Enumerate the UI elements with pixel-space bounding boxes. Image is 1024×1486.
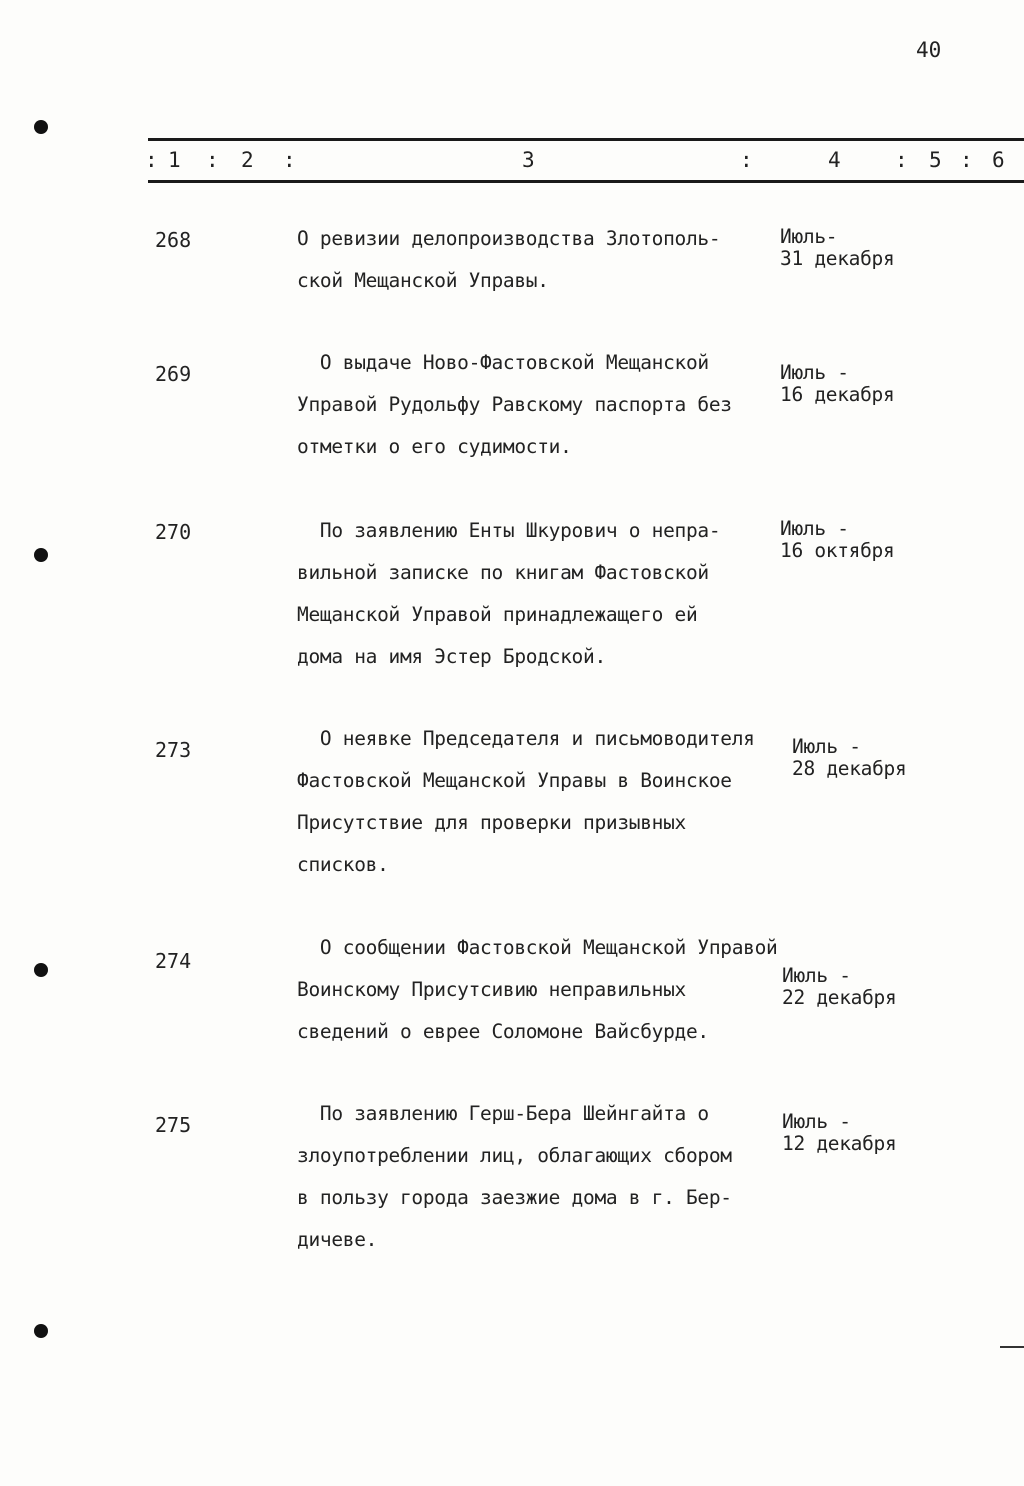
description-line: Мещанской Управой принадлежащего ей <box>297 603 698 626</box>
column-header-2: 2 <box>241 148 254 172</box>
record-dates <box>782 1111 896 1155</box>
column-header-5: 5 <box>929 148 942 172</box>
record-description <box>297 218 797 302</box>
description-line: списков. <box>297 853 389 876</box>
description-line: По заявлению Енты Шкурович о непра- <box>297 519 721 542</box>
description-line: дома на имя Эстер Бродской. <box>297 645 606 668</box>
description-line: О выдаче Ново-Фастовской Мещанской <box>297 351 709 374</box>
record-dates <box>780 362 894 406</box>
record-number: 270 <box>155 520 192 544</box>
record-dates <box>780 226 894 270</box>
description-line: Воинскому Присутсивию неправильных <box>297 978 686 1001</box>
record-dates <box>792 736 906 780</box>
description-line: злоупотреблении лиц, облагающих сбором <box>297 1144 732 1167</box>
description-line: Управой Рудольфу Равскому паспорта без <box>297 393 732 416</box>
record-number: 268 <box>155 228 192 252</box>
record-dates <box>782 965 896 1009</box>
date-end: 16 декабря <box>780 383 895 406</box>
column-separator: : <box>895 148 908 172</box>
description-line: О ревизии делопроизводства Злотополь- <box>297 227 721 250</box>
record-number: 275 <box>155 1113 192 1137</box>
date-start: Июль - <box>780 517 849 540</box>
description-line: дичеве. <box>297 1228 378 1251</box>
date-start: Июль - <box>782 964 851 987</box>
record-number: 273 <box>155 738 192 762</box>
description-line: О неявке Председателя и письмоводителя <box>297 727 755 750</box>
record-description <box>297 927 797 1053</box>
date-start: Июль- <box>780 225 838 248</box>
date-end: 28 декабря <box>792 757 907 780</box>
column-separator: : <box>740 148 753 172</box>
record-description <box>297 1093 797 1261</box>
column-header-3: 3 <box>522 148 535 172</box>
date-end: 22 декабря <box>782 986 897 1009</box>
date-end: 31 декабря <box>780 247 895 270</box>
binding-hole-mark <box>34 548 48 562</box>
column-separator: : <box>145 148 158 172</box>
record-description <box>297 510 797 678</box>
date-end: 12 декабря <box>782 1132 897 1155</box>
column-header-1: 1 <box>168 148 181 172</box>
date-start: Июль - <box>782 1110 851 1133</box>
date-end: 16 октября <box>780 539 895 562</box>
description-line: сведений о еврее Соломоне Вайсбурде. <box>297 1020 709 1043</box>
column-header-6: 6 <box>992 148 1005 172</box>
page-number: 40 <box>916 38 942 62</box>
binding-hole-mark <box>34 1324 48 1338</box>
description-line: ской Мещанской Управы. <box>297 269 549 292</box>
record-description <box>297 718 797 886</box>
description-line: О сообщении Фастовской Мещанской Управой <box>297 936 778 959</box>
record-description <box>297 342 797 468</box>
edge-scan-mark <box>1000 1346 1024 1348</box>
table-header-top-rule <box>148 138 1024 141</box>
binding-hole-mark <box>34 963 48 977</box>
description-line: вильной записке по книгам Фастовской <box>297 561 709 584</box>
binding-hole-mark <box>34 120 48 134</box>
date-start: Июль - <box>792 735 861 758</box>
table-column-header <box>0 148 1024 178</box>
record-number: 274 <box>155 949 192 973</box>
column-separator: : <box>960 148 973 172</box>
description-line: в пользу города заезжие дома в г. Бер- <box>297 1186 732 1209</box>
record-number: 269 <box>155 362 192 386</box>
date-start: Июль - <box>780 361 849 384</box>
description-line: По заявлению Герш-Бера Шейнгайта о <box>297 1102 709 1125</box>
table-header-bottom-rule <box>148 180 1024 183</box>
column-separator: : <box>206 148 219 172</box>
description-line: отметки о его судимости. <box>297 435 572 458</box>
record-dates <box>780 518 894 562</box>
description-line: Фастовской Мещанской Управы в Воинское <box>297 769 732 792</box>
description-line: Присутствие для проверки призывных <box>297 811 686 834</box>
column-separator: : <box>283 148 296 172</box>
column-header-4: 4 <box>828 148 841 172</box>
